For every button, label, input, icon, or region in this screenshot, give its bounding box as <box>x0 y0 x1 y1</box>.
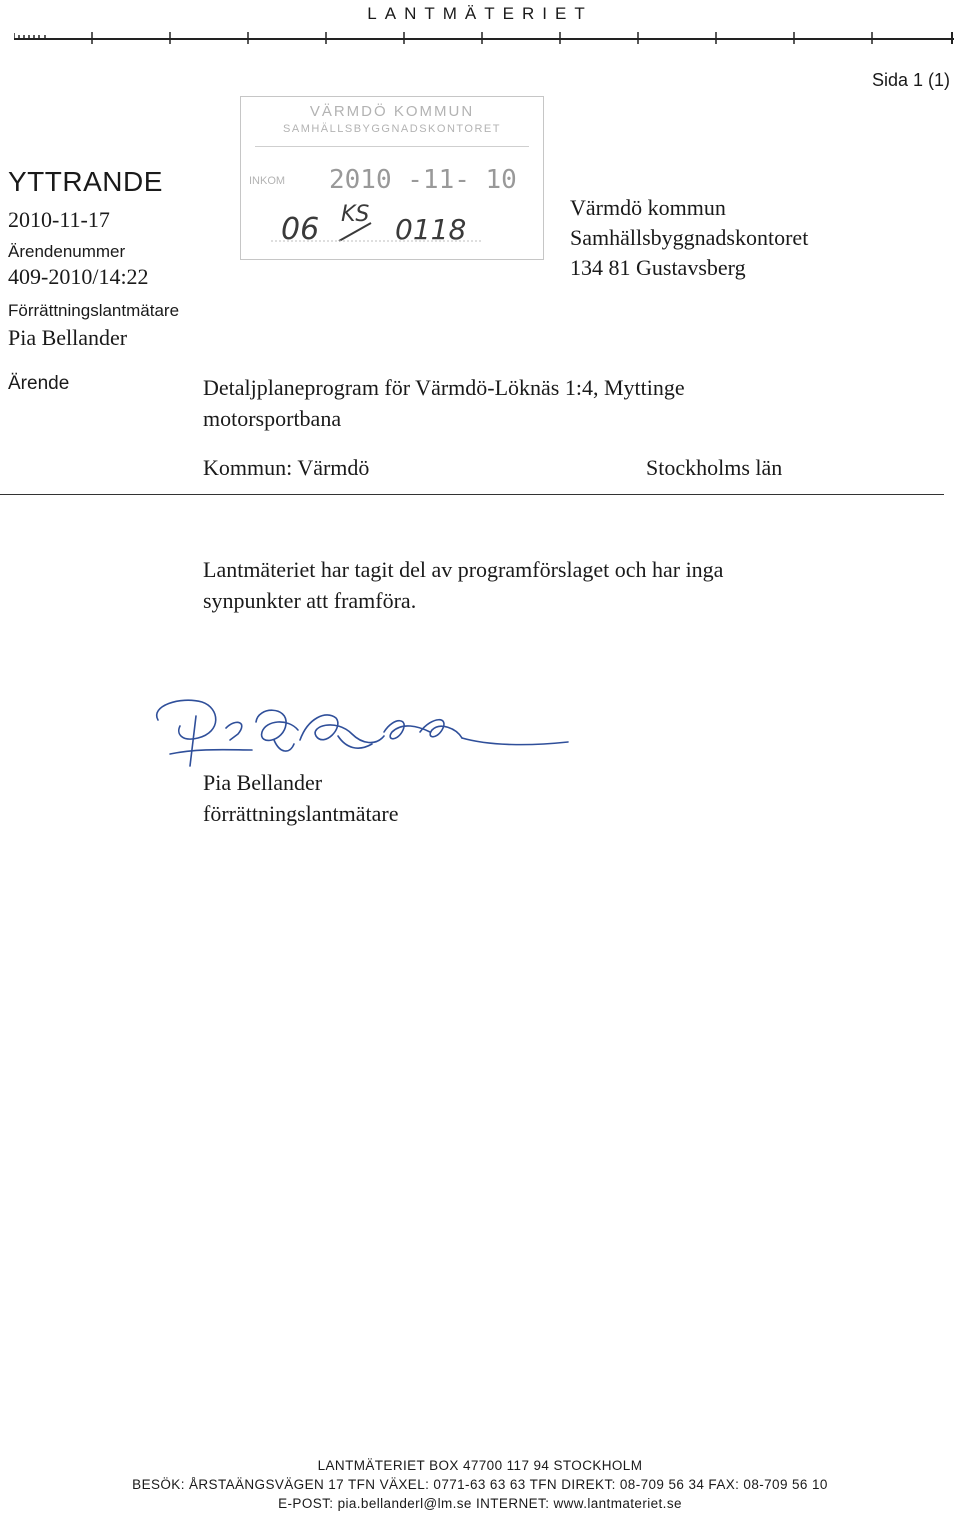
svg-text:KS: KS <box>341 202 370 227</box>
statement-line1: Lantmäteriet har tagit del av programförslaget och har inga <box>203 557 724 582</box>
stamp-handwritten-ref <box>271 195 491 245</box>
recipient-line1: Värmdö kommun <box>570 195 726 220</box>
subject-municipality: Kommun: Värmdö <box>203 455 370 480</box>
footer-line1: LANTMÄTERIET BOX 47700 117 94 STOCKHOLM <box>317 1458 643 1473</box>
svg-text:06: 06 <box>281 212 320 245</box>
stamp-received-label: INKOM <box>249 175 286 187</box>
subject-line1: Detaljplaneprogram för Värmdö-Löknäs 1:4, Myttinge <box>203 375 685 400</box>
surveyor-label: Förrättningslantmätare <box>8 301 180 320</box>
received-stamp <box>240 96 544 260</box>
statement-line2: synpunkter att framföra. <box>203 588 417 613</box>
letterhead-brand: LANTMÄTERIET <box>367 4 593 23</box>
svg-text:0118: 0118 <box>395 213 467 245</box>
stamp-org-line1: VÄRMDÖ KOMMUN <box>309 103 475 120</box>
stamp-org-line2: SAMHÄLLSBYGGNADSKONTORET <box>283 123 501 135</box>
signatory-title: förrättningslantmätare <box>203 801 399 826</box>
document-type: YTTRANDE <box>8 166 163 197</box>
recipient-line2: Samhällsbyggnadskontoret <box>570 225 809 250</box>
recipient-line3: 134 81 Gustavsberg <box>570 255 746 280</box>
stamp-divider <box>255 146 529 147</box>
recipient-address <box>570 193 808 283</box>
letterhead-ruler <box>14 30 954 46</box>
case-number: 409-2010/14:22 <box>8 264 149 289</box>
subject-label: Ärende <box>8 373 70 394</box>
stamp-received-date: 2010 -11- 10 <box>329 165 517 195</box>
subject-line2: motorsportbana <box>203 406 342 431</box>
surveyor-name: Pia Bellander <box>8 325 128 350</box>
page-number: Sida 1 (1) <box>871 70 950 90</box>
subject-title <box>203 372 685 434</box>
section-divider <box>0 494 944 495</box>
document-date: 2010-11-17 <box>8 207 110 232</box>
footer-line2: BESÖK: ÅRSTAÄNGSVÄGEN 17 TFN VÄXEL: 0771-63 63 63 TFN DIREKT: 08-709 56 34 FAX: 08-709 56 10 <box>132 1477 828 1492</box>
footer-line3: E-POST: pia.bellanderl@lm.se INTERNET: www.lantmateriet.se <box>278 1496 682 1511</box>
statement-text <box>203 554 723 616</box>
subject-county: Stockholms län <box>646 455 783 480</box>
signatory-name: Pia Bellander <box>203 770 323 795</box>
case-number-label: Ärendenummer <box>8 242 126 261</box>
